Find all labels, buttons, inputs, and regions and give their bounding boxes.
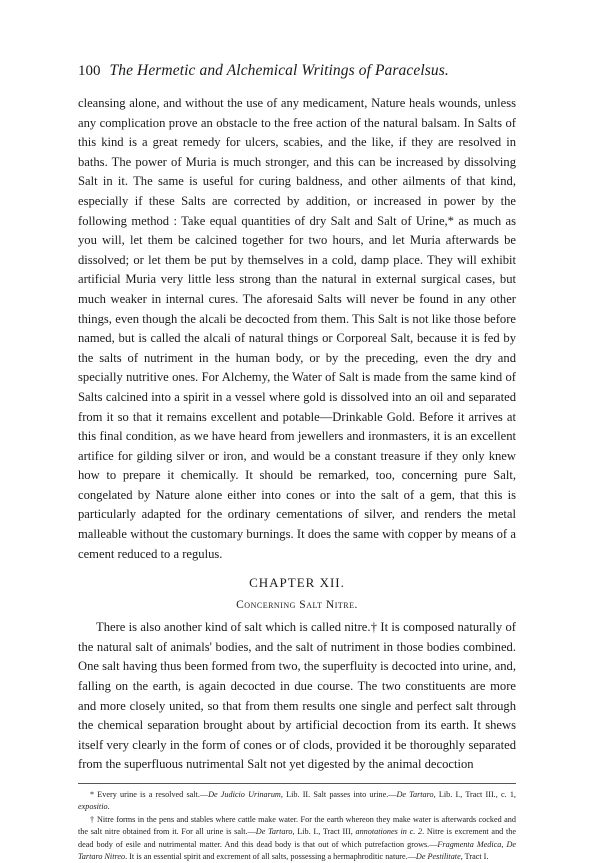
footnote: [78, 814, 516, 863]
footnote-source: annotationes in c. 2: [355, 827, 423, 837]
footnote-divider: [78, 783, 516, 784]
footnote-text: , Tract I.: [460, 852, 489, 862]
footnote-source: De Pestilitate: [415, 852, 461, 862]
footnote-source: De Tartaro: [396, 790, 434, 799]
footnote-text: † Nitre forms in the pens and stables where cattle make water. For the earth whereon they make water is afterwards cocked and the salt nitre obtained from it. For all urine is salt.—: [78, 814, 516, 837]
footnotes: [78, 789, 516, 863]
footnote-source: De Tartaro: [255, 827, 293, 837]
footnote-text: . It is an essential spirit and excrement of all salts, possessing a hermaphroditic nature.—: [125, 852, 416, 862]
footnote-source: expositio: [78, 802, 108, 812]
chapter-subtitle: Concerning Salt Nitre.: [236, 599, 358, 612]
footnote-source: Fragmenta Medica, De Tartaro Nitreo: [78, 839, 516, 862]
footnote-text: . Nitre is excrement and the dead body of esile and nutrimental matter. And this dead body is that out of which putrefaction grows.—: [78, 827, 516, 849]
body-paragraph: There is also another kind of salt which is called nitre.† It is composed naturally of the natural salt of animals' bodies, and the salt of nutriment in those bodies combined. One salt having thus been formed from two, the superfluity is decocted into urine, and, falling on the earth, is again decocted in due course. The two constituents are more and more closely united, so that from them results one single and perfect salt through the chemical separation brought about by artificial decoction from its earth. It shews itself very clearly in the form of cones or of clods, provided it be thoroughly separated from the superfluous nutrimental Salt not yet digested by the animal decoction: [78, 620, 516, 772]
page-body: [78, 94, 516, 775]
body-paragraph: cleansing alone, and without the use of any medicament, Nature heals wounds, unless any complication prove an obstacle to the free action of the natural balsam. In Salts of this kind is a great remedy for ulcers, scabies, and the like, if they are resolved in baths. The power of Muria is much stronger, and this can be increased by dissolving Salt in it. The same is useful for curing baldness, and other ailments of that kind, especially if these Salts are corrected by addition, or increased in power by the following method : Take equal quantities of dry Salt and Salt of Urine,* as much as you will, let them be calcined together for two hours, and let Muria afterwards be dissolved; or let them be put by themselves in a cold, damp place. They will exhibit artificial Muria very little less strong than the natural in external surgical cases, but much weaker in internal cures. The aforesaid Salts will never be found in any other things, even though the alcali be decocted from them. This Salt is not like those before named, but is called the alcali of natural things or Corporeal Salt, because it is fed by the salts of nutriment in the human body, or by the preceding, even the dry and specially nutritive ones. For Alchemy, the Water of Salt is made from the same kind of Salts calcined into a spirit in a vessel where gold is dissolved into an oil and separated from it so that it remains excellent and potable—Drinkable Gold. Before it arrives at this final condition, as we have heard from jewellers and ironmasters, it is an excellent artifice for gilding silver or iron, and would be a constant treasure if they only knew how to prepare it chemically. It should be remarked, too, concerning pure Salt, congelated by Nature alone either into cones or into the salt of a gem, that this is particularly adapted for the ordinary cementations of silver, and renders the metal malleable without the customary burnings. It does the same with copper by means of a cement reduced to a regulus.: [78, 96, 516, 561]
footnote-text: , Lib. I., Tract III,: [292, 827, 356, 837]
footnote-text: .: [107, 802, 110, 812]
footnote-text: , Lib. II. Salt passes into urine.—: [280, 790, 397, 799]
running-title: The Hermetic and Alchemical Writings of Paracelsus.: [109, 62, 449, 79]
footnote-text: * Every urine is a resolved salt.—: [90, 790, 209, 799]
footnote-source: De Judicio Urinarum: [208, 790, 281, 799]
footnote-text: , Lib. I., Tract III., c. 1,: [433, 790, 516, 799]
page-number: 100: [78, 63, 101, 79]
book-page: [78, 62, 516, 863]
chapter-heading: CHAPTER XII.: [249, 575, 345, 591]
running-header: [78, 62, 516, 86]
footnote: [78, 789, 516, 814]
